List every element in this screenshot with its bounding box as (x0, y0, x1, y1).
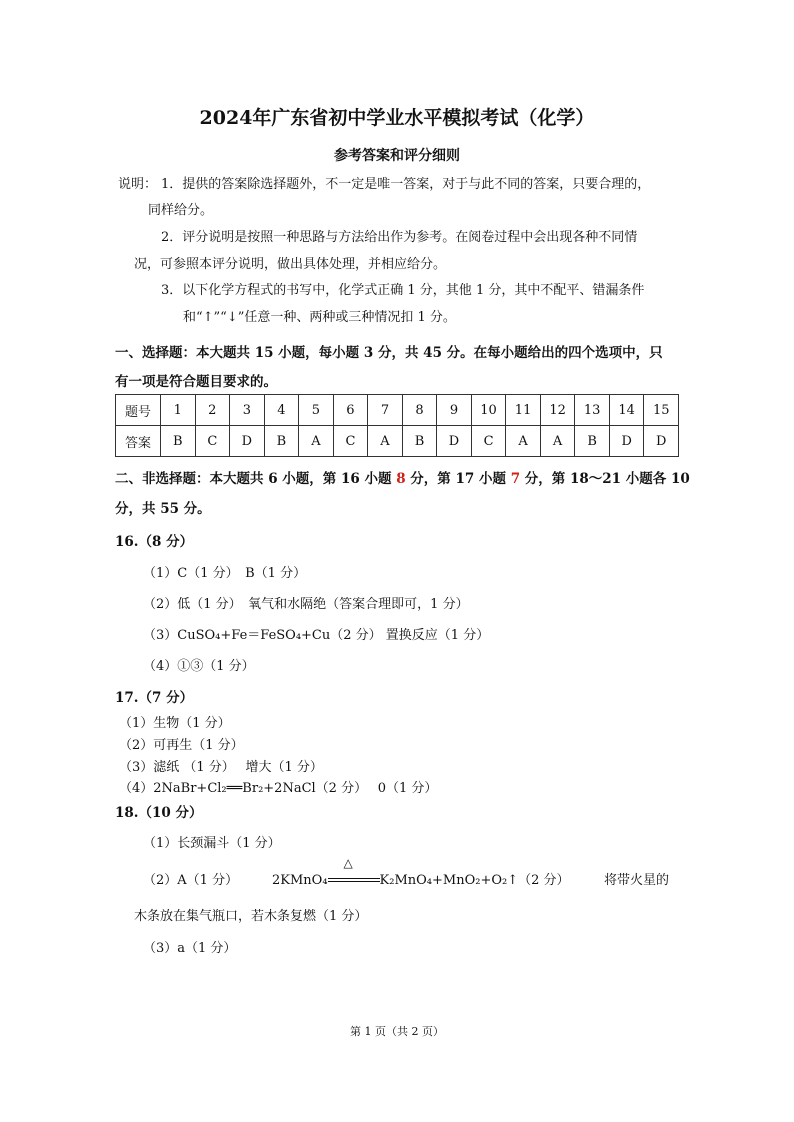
answer-cell: D (644, 426, 679, 457)
answer-cell: D (609, 426, 644, 457)
q18-part-3: （3）a（1 分） (143, 941, 237, 956)
page-subtitle: 参考答案和评分细则 (334, 148, 460, 164)
question-number: 1 (161, 395, 196, 426)
note-1-line-2: 同样给分。 (148, 203, 214, 218)
section-1-heading-cont: 有一项是符合题目要求的。 (115, 374, 277, 390)
q16-part-2: （2）低（1 分） 氧气和水隔绝（答案合理即可，1 分） (143, 597, 469, 612)
q17-part-3: （3）滤纸 （1 分） 增大（1 分） (119, 760, 323, 775)
question-number: 13 (575, 395, 610, 426)
answer-cell: A (299, 426, 334, 457)
question-number: 2 (195, 395, 230, 426)
section-2-text-c: 分，第 17 小题 (405, 471, 511, 487)
page-title: 2024年广东省初中学业水平模拟考试（化学） (199, 107, 595, 129)
double-bar (328, 878, 380, 882)
answer-cell: B (402, 426, 437, 457)
table-row-numbers (116, 395, 679, 426)
section-2-heading (115, 467, 690, 487)
page-footer: 第 1 页（共 2 页） (350, 1025, 444, 1038)
answer-cell: A (368, 426, 403, 457)
answer-cell: A (506, 426, 541, 457)
q18-part-2-cont: 木条放在集气瓶口，若木条复燃（1 分） (134, 909, 368, 924)
question-number: 6 (333, 395, 368, 426)
q17-part-1: （1）生物（1 分） (119, 716, 231, 731)
section-2-heading-cont: 分，共 55 分。 (115, 501, 211, 517)
answer-cell: C (333, 426, 368, 457)
q18-heading: 18.（10 分） (115, 805, 203, 821)
question-number: 12 (540, 395, 575, 426)
table-row-answers (116, 426, 679, 457)
answer-cell: C (471, 426, 506, 457)
note-2-line-1: 2．评分说明是按照一种思路与方法给出作为参考。在阅卷过程中会出现各种不同情 (161, 230, 638, 245)
equation-products: K₂MnO₄+MnO₂+O₂↑（2 分） (379, 873, 570, 888)
note-3-line-1: 3．以下化学方程式的书写中，化学式正确 1 分，其他 1 分，其中不配平、错漏条件 (161, 283, 645, 298)
answer-cell: B (161, 426, 196, 457)
q18-part-2-tail: 将带火星的 (604, 873, 670, 888)
reaction-arrow (328, 856, 380, 884)
section-2-text-a: 二、非选择题：本大题共 6 小题，第 16 小题 (115, 471, 397, 487)
q17-heading: 17.（7 分） (115, 690, 194, 706)
answer-cell: C (195, 426, 230, 457)
answer-cell: A (540, 426, 575, 457)
section-2-text-e: 分，第 18～21 小题各 10 (520, 471, 690, 487)
question-number: 3 (230, 395, 265, 426)
question-number: 4 (264, 395, 299, 426)
q17-part-4: （4）2NaBr+Cl₂══Br₂+2NaCl（2 分） 0（1 分） (119, 781, 438, 796)
question-number: 15 (644, 395, 679, 426)
question-number: 14 (609, 395, 644, 426)
q17-part-2: （2）可再生（1 分） (119, 738, 244, 753)
heat-condition-icon: △ (343, 856, 353, 870)
equation-reactant: 2KMnO₄ (272, 873, 328, 888)
q16-part-1: （1）C（1 分） B（1 分） (143, 566, 307, 581)
row-label-answer: 答案 (116, 426, 161, 457)
question-number: 9 (437, 395, 472, 426)
q18-equation (272, 856, 570, 888)
answer-cell: B (575, 426, 610, 457)
answer-cell: B (264, 426, 299, 457)
answer-table (115, 394, 679, 457)
q16-points-highlight: 8 (396, 471, 406, 487)
note-3-line-2: 和“↑”“↓”任意一种、两种或三种情况扣 1 分。 (183, 310, 456, 325)
section-1-heading: 一、选择题：本大题共 15 小题，每小题 3 分，共 45 分。在每小题给出的四个选项中，只 (115, 345, 663, 361)
answer-cell: D (230, 426, 265, 457)
note-1-line-1: 1．提供的答案除选择题外，不一定是唯一答案，对于与此不同的答案，只要合理的， (161, 177, 651, 192)
question-number: 11 (506, 395, 541, 426)
q17-points-highlight: 7 (510, 471, 521, 487)
note-2-line-2: 况，可参照本评分说明，做出具体处理，并相应给分。 (134, 257, 447, 272)
question-number: 8 (402, 395, 437, 426)
answer-cell: D (437, 426, 472, 457)
row-label-number: 题号 (116, 395, 161, 426)
question-number: 7 (368, 395, 403, 426)
q18-part-2-label: （2）A（1 分） (143, 873, 239, 888)
question-number: 5 (299, 395, 334, 426)
q18-part-1: （1）长颈漏斗（1 分） (143, 836, 281, 851)
notes-label: 说明： (118, 177, 158, 192)
q16-heading: 16.（8 分） (115, 534, 194, 550)
q16-part-3: （3）CuSO₄+Fe＝FeSO₄+Cu（2 分） 置换反应（1 分） (143, 628, 490, 643)
question-number: 10 (471, 395, 506, 426)
q16-part-4: （4）①③（1 分） (143, 659, 255, 674)
